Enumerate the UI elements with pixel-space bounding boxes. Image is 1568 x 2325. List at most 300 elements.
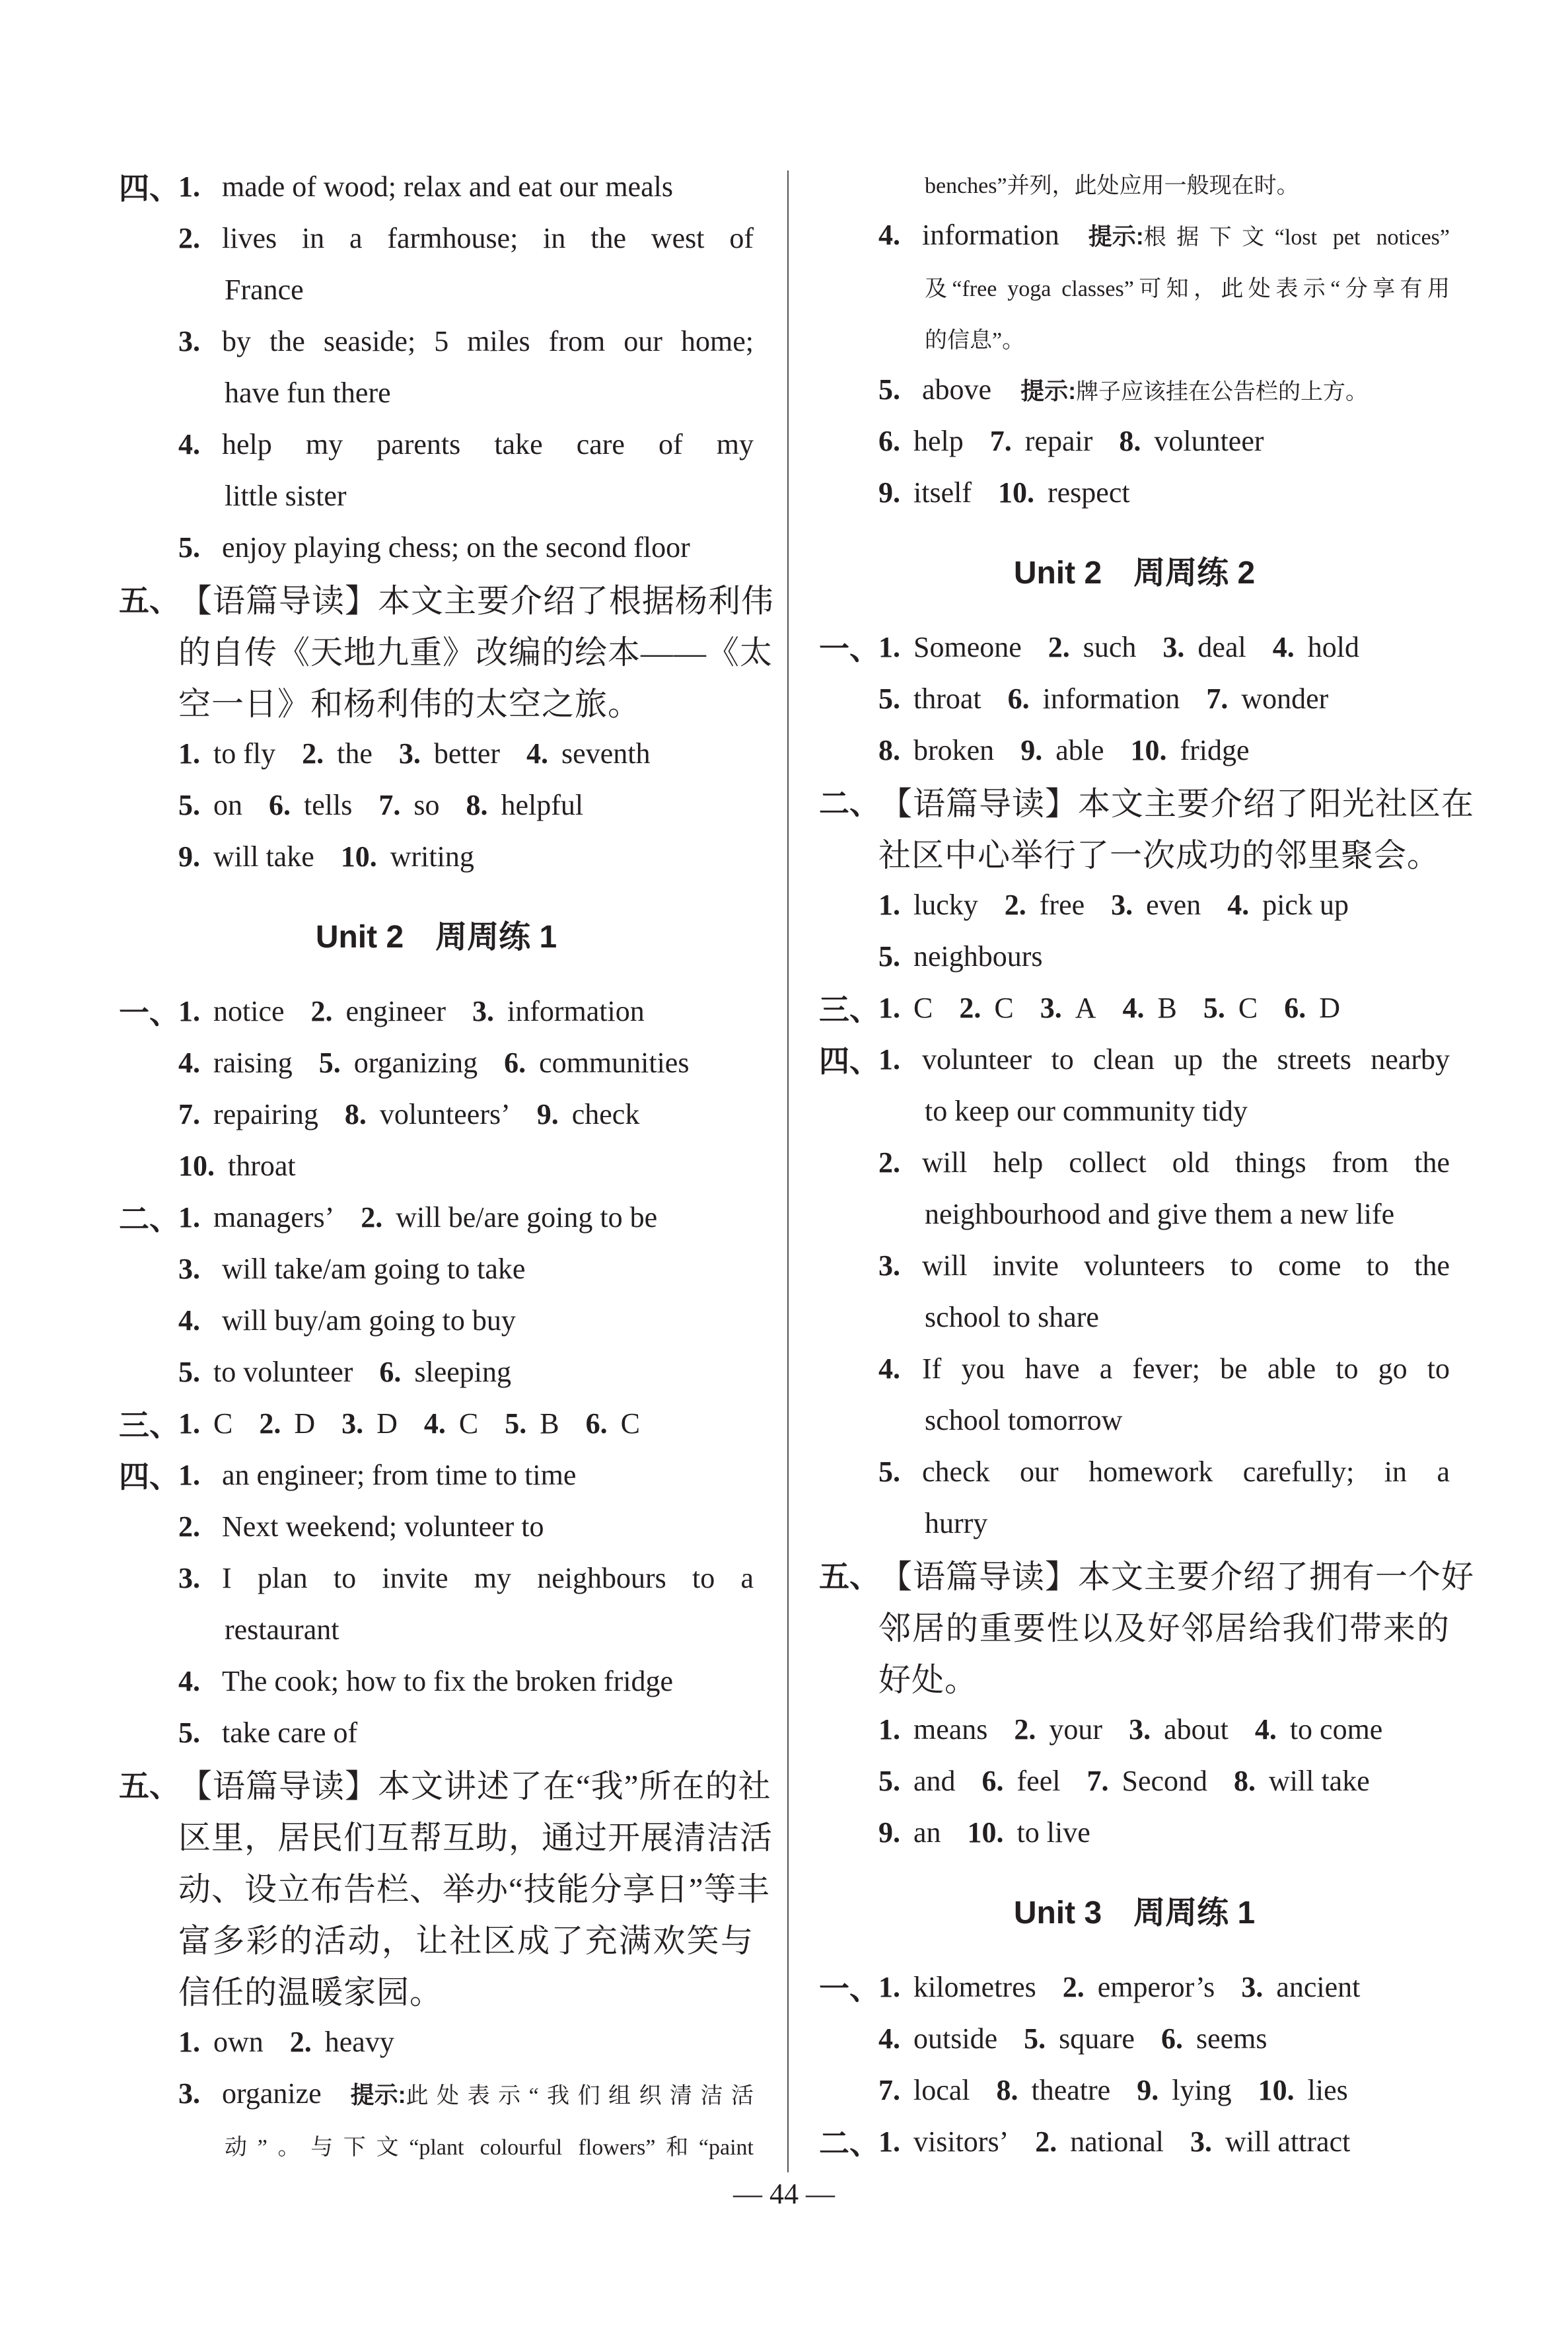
question-number: 6.: [981, 1764, 1004, 1797]
question-number: 6.: [878, 424, 900, 457]
answer-line: [119, 1191, 754, 1243]
answer-text: neighbours: [913, 940, 1043, 973]
section-heading: Unit 3 周周练 1: [1013, 1895, 1256, 1931]
question-number: 3.: [341, 1407, 364, 1440]
answer-line: [119, 1449, 754, 1500]
answer-item: [878, 733, 994, 767]
section-number: 二、: [819, 787, 880, 821]
answer-line: [819, 1703, 1450, 1755]
answer-text: help: [913, 424, 964, 457]
answer-item: [878, 2125, 1009, 2159]
answer-text: volunteer to clean up the streets nearby: [922, 1043, 1450, 1076]
answer-line: [819, 2012, 1450, 2064]
question-number: 9.: [878, 1816, 900, 1849]
answer-text: ancient: [1276, 1970, 1361, 2003]
answer-line: [119, 2119, 754, 2170]
answer-line: [119, 1552, 754, 1604]
section-number: 二、: [819, 2127, 880, 2160]
answer-text: repair: [1024, 424, 1093, 457]
hint-continuation: 动”。与下文“plant colourful flowers”和“paint: [225, 2135, 754, 2160]
answer-item: [878, 2073, 970, 2107]
answer-text: heavy: [324, 2025, 394, 2058]
reading-guide-text: 富多彩的活动，让社区成了充满欢笑与: [178, 1923, 754, 1959]
question-number: 4.: [178, 1304, 200, 1337]
answer-item: [178, 788, 242, 822]
section-number: 四、: [119, 172, 180, 205]
answer-text: D: [294, 1407, 316, 1440]
answer-text: broken: [913, 733, 995, 766]
answer-item: [526, 737, 650, 770]
answer-text: an engineer; from time to time: [222, 1458, 577, 1491]
answer-item: [878, 1713, 987, 1746]
answer-item: [178, 1149, 296, 1183]
answer-text: able: [1055, 733, 1104, 766]
answer-item: [1273, 630, 1359, 664]
question-number: 5.: [878, 682, 900, 715]
answer-line: [119, 418, 754, 470]
answer-text: an: [913, 1816, 941, 1849]
answer-text: fridge: [1180, 733, 1250, 766]
answer-item: [878, 888, 978, 922]
section-number: 四、: [119, 1460, 180, 1494]
answer-line: [819, 982, 1450, 1033]
answer-line: [119, 1346, 754, 1397]
answer-line: [819, 827, 1450, 879]
answer-text: lives in a farmhouse; in the west of: [222, 221, 754, 254]
reading-guide-text: 的自传《天地九重》改编的绘本——《太: [178, 634, 773, 671]
answer-line: [819, 879, 1450, 930]
question-number: 2.: [1048, 630, 1070, 663]
answer-text: will be/are going to be: [396, 1200, 658, 1234]
answer-item: [319, 1046, 478, 1080]
answer-line: [119, 985, 754, 1037]
question-number: 7.: [1087, 1764, 1109, 1797]
question-number: 8.: [878, 733, 900, 766]
section-number: 五、: [119, 1769, 180, 1803]
hint-label: 提示:: [1020, 377, 1077, 404]
answer-text: information: [507, 994, 645, 1027]
answer-text: to come: [1289, 1713, 1383, 1746]
question-number: 10.: [1130, 733, 1167, 766]
answer-text: organizing: [353, 1046, 478, 1079]
answer-text: volunteer: [1154, 424, 1264, 457]
answer-text: itself: [913, 476, 972, 509]
answer-item: [1190, 2125, 1350, 2159]
question-number: 3.: [178, 1252, 200, 1285]
answer-item: [1284, 991, 1340, 1025]
answer-item: [290, 2025, 394, 2059]
answer-item: [178, 1355, 353, 1389]
answer-line: [119, 1707, 754, 1758]
answer-line: [819, 1446, 1450, 1497]
answer-line: [819, 312, 1450, 363]
answer-text: information: [922, 218, 1059, 251]
answer-item: [341, 1407, 398, 1440]
answer-line: [119, 161, 754, 212]
answer-text: pick up: [1262, 888, 1349, 921]
answer-line: [819, 1652, 1450, 1703]
answer-item: [878, 940, 1043, 973]
answer-continuation: to keep our community tidy: [925, 1094, 1248, 1127]
hint-label: 提示:: [350, 2081, 406, 2108]
answer-text: C: [213, 1407, 233, 1440]
answer-item: [361, 1200, 657, 1234]
answer-text: such: [1083, 630, 1137, 663]
question-number: 5.: [878, 1764, 900, 1797]
answer-item: [379, 1355, 511, 1389]
answer-line: [819, 157, 1450, 209]
answer-line: [819, 1497, 1450, 1549]
reading-guide-text: 信任的温暖家园。: [178, 1974, 443, 2011]
answer-text: information: [1042, 682, 1180, 715]
answer-text: the: [337, 737, 373, 770]
answer-text: better: [433, 737, 501, 770]
answer-text: will attract: [1225, 2125, 1351, 2158]
answer-line: [119, 1500, 754, 1552]
question-number: 10.: [340, 840, 377, 873]
answer-text: lies: [1307, 2073, 1348, 2106]
answer-item: [1162, 630, 1246, 664]
answer-item: [1123, 991, 1177, 1025]
answer-item: [1234, 1764, 1370, 1798]
answer-line: [119, 367, 754, 418]
question-number: 3.: [878, 1249, 900, 1282]
answer-text: means: [913, 1713, 988, 1746]
question-number: 4.: [1122, 991, 1145, 1024]
reading-guide-text: 区里，居民们互帮互助，通过开展清洁活: [178, 1820, 773, 1856]
answer-line: [819, 260, 1450, 312]
question-number: 2.: [1014, 1713, 1036, 1746]
answer-text: check our homework carefully; in a: [922, 1455, 1450, 1488]
page-number: — 44 —: [733, 2178, 835, 2210]
answer-item: [1258, 2073, 1348, 2107]
question-number: 4.: [878, 1352, 900, 1385]
answer-text: feel: [1016, 1764, 1061, 1797]
answer-text: Second: [1122, 1764, 1207, 1797]
question-number: 4.: [1227, 888, 1250, 921]
answer-line: [819, 1394, 1450, 1446]
answer-item: [1024, 2022, 1135, 2055]
answer-text: square: [1059, 2022, 1135, 2055]
question-number: 9.: [536, 1097, 559, 1130]
section-number: 一、: [819, 632, 880, 666]
answer-item: [1161, 2022, 1267, 2055]
answer-line: [119, 573, 775, 624]
answer-item: [1111, 888, 1201, 922]
answer-item: [341, 840, 474, 873]
answer-line: [819, 1755, 1450, 1806]
section-number: 一、: [119, 996, 180, 1030]
question-number: 1.: [178, 737, 200, 770]
answer-continuation: France: [225, 273, 304, 306]
answer-item: [1227, 888, 1349, 922]
answer-item: [504, 1046, 689, 1080]
answer-text: B: [540, 1407, 559, 1440]
section-heading: Unit 2 周周练 1: [315, 919, 557, 955]
answer-item: [878, 682, 981, 716]
answer-text: notice: [213, 994, 285, 1027]
answer-continuation: restaurant: [225, 1613, 339, 1646]
question-number: 8.: [996, 2073, 1018, 2106]
answer-text: by the seaside; 5 miles from our home;: [222, 324, 754, 357]
answer-line: [119, 1655, 754, 1707]
answer-item: [1119, 424, 1264, 458]
question-number: 7.: [989, 424, 1012, 457]
answer-text: hold: [1307, 630, 1359, 663]
question-number: 1.: [178, 994, 200, 1027]
answer-text: D: [376, 1407, 398, 1440]
answer-continuation: hurry: [925, 1506, 988, 1539]
answer-text: seventh: [561, 737, 651, 770]
hint-continuation: benches”并列，此处应用一般现在时。: [925, 173, 1299, 198]
answer-line: [819, 1343, 1450, 1394]
answer-line: [819, 2064, 1450, 2116]
answer-item: [345, 1097, 511, 1131]
answer-line: [819, 1136, 1450, 1188]
answer-item: [537, 1097, 640, 1131]
answer-line: [119, 727, 754, 779]
answer-text: will help collect old things from the: [922, 1146, 1450, 1179]
question-number: 2.: [361, 1200, 383, 1234]
answer-line: [119, 1861, 770, 1913]
question-number: 3.: [1190, 2125, 1212, 2158]
answer-text: helpful: [501, 788, 584, 821]
question-number: 9.: [878, 476, 900, 509]
left-column: [119, 161, 775, 2170]
hint-text: 牌子应该挂在公告栏的上方。: [1076, 379, 1369, 404]
answer-item: [269, 788, 352, 822]
answer-line: [819, 1291, 1450, 1343]
answer-text: I plan to invite my neighbours to a: [222, 1561, 754, 1594]
question-number: 10.: [967, 1816, 1004, 1849]
answer-continuation: school to share: [925, 1300, 1099, 1333]
answer-item: [878, 1970, 1036, 2004]
answer-item: [968, 1816, 1090, 1849]
question-number: 4.: [423, 1407, 446, 1440]
answer-text: Next weekend; volunteer to: [222, 1510, 544, 1543]
answer-text: even: [1146, 888, 1201, 921]
question-number: 1.: [178, 1407, 200, 1440]
section-heading: Unit 2 周周练 2: [1013, 555, 1256, 591]
answer-text: seems: [1195, 2022, 1267, 2055]
answer-text: enjoy playing chess; on the second floor: [222, 531, 690, 564]
answer-text: communities: [539, 1046, 690, 1079]
answer-item: [424, 1407, 478, 1440]
answer-item: [878, 1764, 956, 1798]
question-number: 5.: [178, 1716, 200, 1749]
question-number: 3.: [178, 2077, 200, 2110]
answer-text: managers’: [213, 1200, 335, 1234]
answer-text: free: [1039, 888, 1085, 921]
question-number: 4.: [178, 1046, 200, 1079]
answer-text: will invite volunteers to come to the: [922, 1249, 1450, 1282]
question-number: 2.: [959, 991, 981, 1024]
answer-item: [178, 994, 285, 1028]
answer-line: [819, 415, 1450, 466]
answer-continuation: little sister: [225, 479, 347, 512]
section-number: 二、: [119, 1202, 180, 1236]
answer-item: [878, 476, 972, 509]
answer-line: [819, 1033, 1450, 1085]
question-number: 4.: [178, 1664, 200, 1697]
answer-text: C: [1238, 991, 1258, 1024]
answer-text: throat: [228, 1149, 296, 1182]
answer-line: [119, 676, 754, 727]
answer-text: will take: [213, 840, 314, 873]
answer-text: outside: [913, 2022, 998, 2055]
answer-text: engineer: [345, 994, 446, 1027]
answer-item: [1014, 1713, 1102, 1746]
answer-line: [819, 1239, 1450, 1291]
answer-item: [178, 737, 275, 770]
reading-guide-text: 【语篇导读】本文主要介绍了阳光社区在: [880, 786, 1475, 822]
answer-line: [819, 776, 1475, 827]
answer-text: visitors’: [913, 2125, 1009, 2158]
answer-text: and: [913, 1764, 956, 1797]
answer-line: [819, 209, 1450, 260]
question-number: 1.: [178, 170, 200, 203]
answer-item: [1206, 682, 1328, 716]
answer-line: [119, 315, 754, 367]
answer-item: [1203, 991, 1258, 1025]
question-number: 3.: [398, 737, 421, 770]
question-number: 5.: [1203, 991, 1225, 1024]
answer-text: A: [1075, 991, 1096, 1024]
answer-text: above: [922, 373, 992, 406]
question-number: 5.: [178, 1355, 200, 1388]
question-number: 9.: [1020, 733, 1043, 766]
answer-text: writing: [390, 840, 474, 873]
question-number: 6.: [1284, 991, 1306, 1024]
reading-guide-text: 好处。: [878, 1662, 978, 1698]
reading-guide-text: 邻居的重要性以及好邻居给我们带来的: [878, 1610, 1450, 1646]
answer-item: [878, 2022, 997, 2055]
question-number: 7.: [378, 788, 401, 821]
answer-text: national: [1070, 2125, 1164, 2158]
answer-item: [1048, 630, 1137, 664]
hint-label: 提示:: [1088, 222, 1144, 250]
answer-line: [119, 1294, 754, 1346]
reading-guide-text: 【语篇导读】本文主要介绍了根据杨利伟: [180, 583, 775, 619]
reading-guide-text: 动、设立布告栏、举办“技能分享日”等丰: [178, 1871, 770, 1907]
question-number: 7.: [1206, 682, 1229, 715]
answer-line: [119, 470, 754, 521]
question-number: 1.: [878, 991, 900, 1024]
question-number: 4.: [1272, 630, 1295, 663]
question-number: 1.: [878, 1713, 900, 1746]
answer-text: take care of: [222, 1716, 358, 1749]
answer-item: [302, 737, 373, 770]
answer-continuation: have fun there: [225, 376, 391, 409]
question-number: 9.: [178, 840, 200, 873]
answer-item: [982, 1764, 1061, 1798]
answer-item: [178, 2025, 264, 2059]
question-number: 8.: [1119, 424, 1141, 457]
answer-line: [819, 363, 1450, 415]
answer-item: [1035, 2125, 1164, 2159]
question-number: 10.: [178, 1149, 215, 1182]
answer-item: [959, 991, 1013, 1025]
question-number: 3.: [178, 1561, 200, 1594]
answer-item: [178, 1200, 334, 1234]
answer-line: [119, 264, 754, 315]
question-number: 5.: [178, 531, 200, 564]
answer-text: will take/am going to take: [222, 1252, 526, 1285]
question-number: 6.: [1160, 2022, 1183, 2055]
question-number: 5.: [318, 1046, 341, 1079]
answer-item: [1137, 2073, 1231, 2107]
question-number: 2.: [302, 737, 324, 770]
hint-continuation: 及“free yoga classes”可知，此处表示“分享有用: [925, 276, 1450, 301]
answer-item: [998, 476, 1130, 509]
answer-text: check: [571, 1097, 640, 1130]
question-number: 2.: [289, 2025, 312, 2058]
answer-item: [466, 788, 583, 822]
answer-text: C: [458, 1407, 479, 1440]
answer-text: lying: [1172, 2073, 1232, 2106]
question-number: 1.: [878, 1970, 900, 2003]
answer-item: [1255, 1713, 1383, 1746]
answer-text: The cook; how to fix the broken fridge: [222, 1664, 674, 1697]
answer-item: [878, 424, 964, 458]
answer-text: your: [1049, 1713, 1103, 1746]
question-number: 2.: [178, 1510, 200, 1543]
answer-line: [119, 1758, 771, 1810]
answer-item: [878, 991, 933, 1025]
answer-line: [819, 1549, 1475, 1600]
answer-line: [119, 1037, 754, 1088]
question-number: 1.: [178, 1200, 200, 1234]
hint-continuation: 的信息”。: [925, 328, 1025, 353]
answer-text: so: [413, 788, 440, 821]
answer-text: repairing: [213, 1097, 318, 1130]
answer-line: [819, 673, 1450, 724]
question-number: 1.: [178, 2025, 200, 2058]
reading-guide-text: 【语篇导读】本文讲述了在“我”所在的社: [180, 1768, 771, 1804]
question-number: 5.: [178, 788, 200, 821]
question-number: 2.: [878, 1146, 900, 1179]
question-number: 2.: [1035, 2125, 1057, 2158]
question-number: 10.: [997, 476, 1034, 509]
answer-continuation: neighbourhood and give them a new life: [925, 1197, 1395, 1230]
right-column: [819, 157, 1475, 2167]
answer-item: [1008, 682, 1180, 716]
answer-text: will buy/am going to buy: [222, 1304, 516, 1337]
question-number: 2.: [310, 994, 333, 1027]
answer-line: [119, 212, 754, 264]
answer-line: [119, 779, 754, 830]
question-number: 3.: [1162, 630, 1185, 663]
question-number: 1.: [878, 2125, 900, 2158]
question-number: 2.: [1004, 888, 1026, 921]
reading-guide-text: 社区中心举行了一次成功的邻里聚会。: [878, 837, 1441, 873]
question-number: 4.: [1254, 1713, 1277, 1746]
answer-text: made of wood; relax and eat our meals: [222, 170, 673, 203]
question-number: 10.: [1258, 2073, 1295, 2106]
answer-item: [1005, 888, 1085, 922]
answer-item: [178, 840, 314, 873]
hint-text: 根据下文“lost pet notices”: [1143, 225, 1450, 250]
answer-line: [119, 2016, 754, 2067]
hint-text: 此处表示“我们组织清洁活: [406, 2083, 754, 2108]
answer-text: D: [1319, 991, 1340, 1024]
question-number: 5.: [1024, 2022, 1046, 2055]
question-number: 4.: [526, 737, 549, 770]
answer-line: [119, 1140, 754, 1191]
answer-item: [878, 630, 1022, 664]
answer-line: [819, 466, 1450, 518]
question-number: 8.: [344, 1097, 367, 1130]
